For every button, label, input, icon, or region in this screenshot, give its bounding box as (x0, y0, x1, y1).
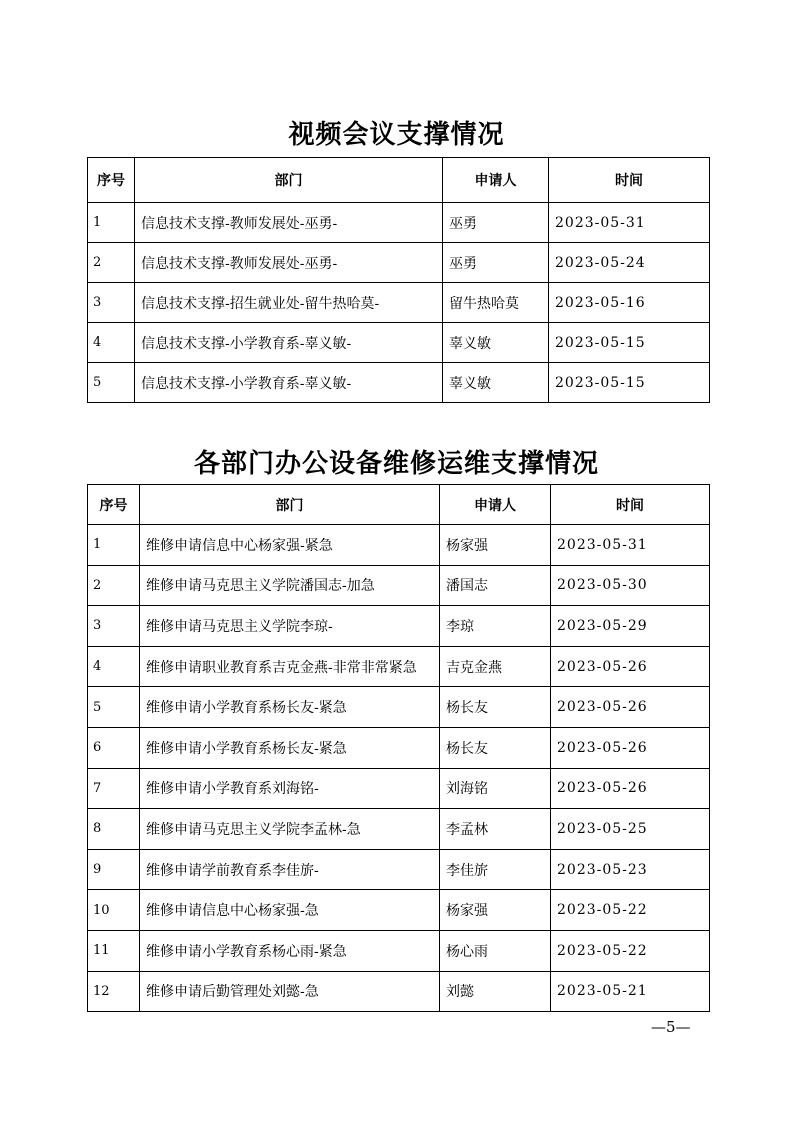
cell-applicant: 杨心雨 (440, 930, 551, 971)
cell-department: 信息技术支撑-招生就业处-留牛热哈莫- (135, 283, 443, 323)
table-row (88, 890, 710, 931)
cell-applicant: 李琼 (440, 606, 551, 647)
cell-time: 2023-05-22 (551, 890, 710, 931)
cell-index: 10 (88, 890, 140, 931)
table-row (88, 849, 710, 890)
table-row (88, 971, 710, 1012)
cell-index: 4 (88, 323, 135, 363)
equipment-maintenance-table (87, 484, 710, 1012)
cell-index: 8 (88, 809, 140, 850)
table-row (88, 203, 710, 243)
cell-time: 2023-05-22 (551, 930, 710, 971)
cell-time: 2023-05-29 (551, 606, 710, 647)
cell-index: 3 (88, 283, 135, 323)
table-row (88, 283, 710, 323)
table-row (88, 930, 710, 971)
cell-time: 2023-05-15 (549, 363, 710, 403)
cell-applicant: 辜义敏 (443, 323, 549, 363)
cell-applicant: 李孟林 (440, 809, 551, 850)
cell-index: 11 (88, 930, 140, 971)
cell-department: 维修申请小学教育系刘海铭- (140, 768, 440, 809)
cell-applicant: 吉克金燕 (440, 646, 551, 687)
cell-applicant: 刘海铭 (440, 768, 551, 809)
cell-department: 维修申请学前教育系李佳旂- (140, 849, 440, 890)
video-conference-table (87, 157, 710, 403)
cell-department: 维修申请马克思主义学院潘国志-加急 (140, 565, 440, 606)
col-header-department: 部门 (140, 485, 440, 525)
col-header-applicant: 申请人 (440, 485, 551, 525)
cell-department: 信息技术支撑-小学教育系-辜义敏- (135, 363, 443, 403)
col-header-time: 时间 (549, 158, 710, 203)
cell-time: 2023-05-31 (549, 203, 710, 243)
cell-department: 维修申请信息中心杨家强-急 (140, 890, 440, 931)
cell-applicant: 留牛热哈莫 (443, 283, 549, 323)
cell-time: 2023-05-23 (551, 849, 710, 890)
cell-index: 2 (88, 243, 135, 283)
cell-index: 1 (88, 203, 135, 243)
cell-department: 维修申请马克思主义学院李琼- (140, 606, 440, 647)
cell-index: 2 (88, 565, 140, 606)
table-row (88, 646, 710, 687)
table-row (88, 243, 710, 283)
cell-time: 2023-05-24 (549, 243, 710, 283)
cell-index: 1 (88, 525, 140, 566)
cell-time: 2023-05-31 (551, 525, 710, 566)
col-header-time: 时间 (551, 485, 710, 525)
cell-department: 维修申请后勤管理处刘懿-急 (140, 971, 440, 1012)
cell-department: 信息技术支撑-教师发展处-巫勇- (135, 203, 443, 243)
cell-time: 2023-05-26 (551, 727, 710, 768)
cell-time: 2023-05-26 (551, 768, 710, 809)
col-header-applicant: 申请人 (443, 158, 549, 203)
table-header-row (88, 158, 710, 203)
table-row (88, 525, 710, 566)
cell-index: 3 (88, 606, 140, 647)
page-number: —5— (651, 1018, 691, 1036)
cell-department: 维修申请马克思主义学院李孟林-急 (140, 809, 440, 850)
cell-index: 9 (88, 849, 140, 890)
table-row (88, 768, 710, 809)
cell-time: 2023-05-25 (551, 809, 710, 850)
cell-department: 信息技术支撑-小学教育系-辜义敏- (135, 323, 443, 363)
video-conference-title: 视频会议支撑情况 (288, 120, 505, 150)
cell-time: 2023-05-16 (549, 283, 710, 323)
cell-time: 2023-05-26 (551, 687, 710, 728)
col-header-index: 序号 (88, 158, 135, 203)
cell-time: 2023-05-21 (551, 971, 710, 1012)
cell-department: 信息技术支撑-教师发展处-巫勇- (135, 243, 443, 283)
cell-index: 4 (88, 646, 140, 687)
cell-applicant: 杨家强 (440, 890, 551, 931)
col-header-index: 序号 (88, 485, 140, 525)
table-row (88, 363, 710, 403)
table-row (88, 606, 710, 647)
cell-index: 7 (88, 768, 140, 809)
equipment-maintenance-title: 各部门办公设备维修运维支撑情况 (193, 449, 599, 479)
cell-department: 维修申请信息中心杨家强-紧急 (140, 525, 440, 566)
cell-department: 维修申请小学教育系杨长友-紧急 (140, 727, 440, 768)
table-row (88, 565, 710, 606)
cell-department: 维修申请小学教育系杨长友-紧急 (140, 687, 440, 728)
table-row (88, 323, 710, 363)
cell-department: 维修申请职业教育系吉克金燕-非常非常紧急 (140, 646, 440, 687)
cell-applicant: 潘国志 (440, 565, 551, 606)
cell-applicant: 刘懿 (440, 971, 551, 1012)
table-row (88, 727, 710, 768)
col-header-department: 部门 (135, 158, 443, 203)
cell-index: 5 (88, 687, 140, 728)
cell-department: 维修申请小学教育系杨心雨-紧急 (140, 930, 440, 971)
cell-applicant: 辜义敏 (443, 363, 549, 403)
cell-index: 5 (88, 363, 135, 403)
table-row (88, 809, 710, 850)
cell-applicant: 巫勇 (443, 203, 549, 243)
cell-index: 12 (88, 971, 140, 1012)
cell-applicant: 李佳旂 (440, 849, 551, 890)
cell-applicant: 杨长友 (440, 727, 551, 768)
cell-time: 2023-05-15 (549, 323, 710, 363)
cell-time: 2023-05-30 (551, 565, 710, 606)
cell-time: 2023-05-26 (551, 646, 710, 687)
cell-applicant: 杨长友 (440, 687, 551, 728)
cell-applicant: 巫勇 (443, 243, 549, 283)
table-row (88, 687, 710, 728)
table-header-row (88, 485, 710, 525)
cell-index: 6 (88, 727, 140, 768)
cell-applicant: 杨家强 (440, 525, 551, 566)
